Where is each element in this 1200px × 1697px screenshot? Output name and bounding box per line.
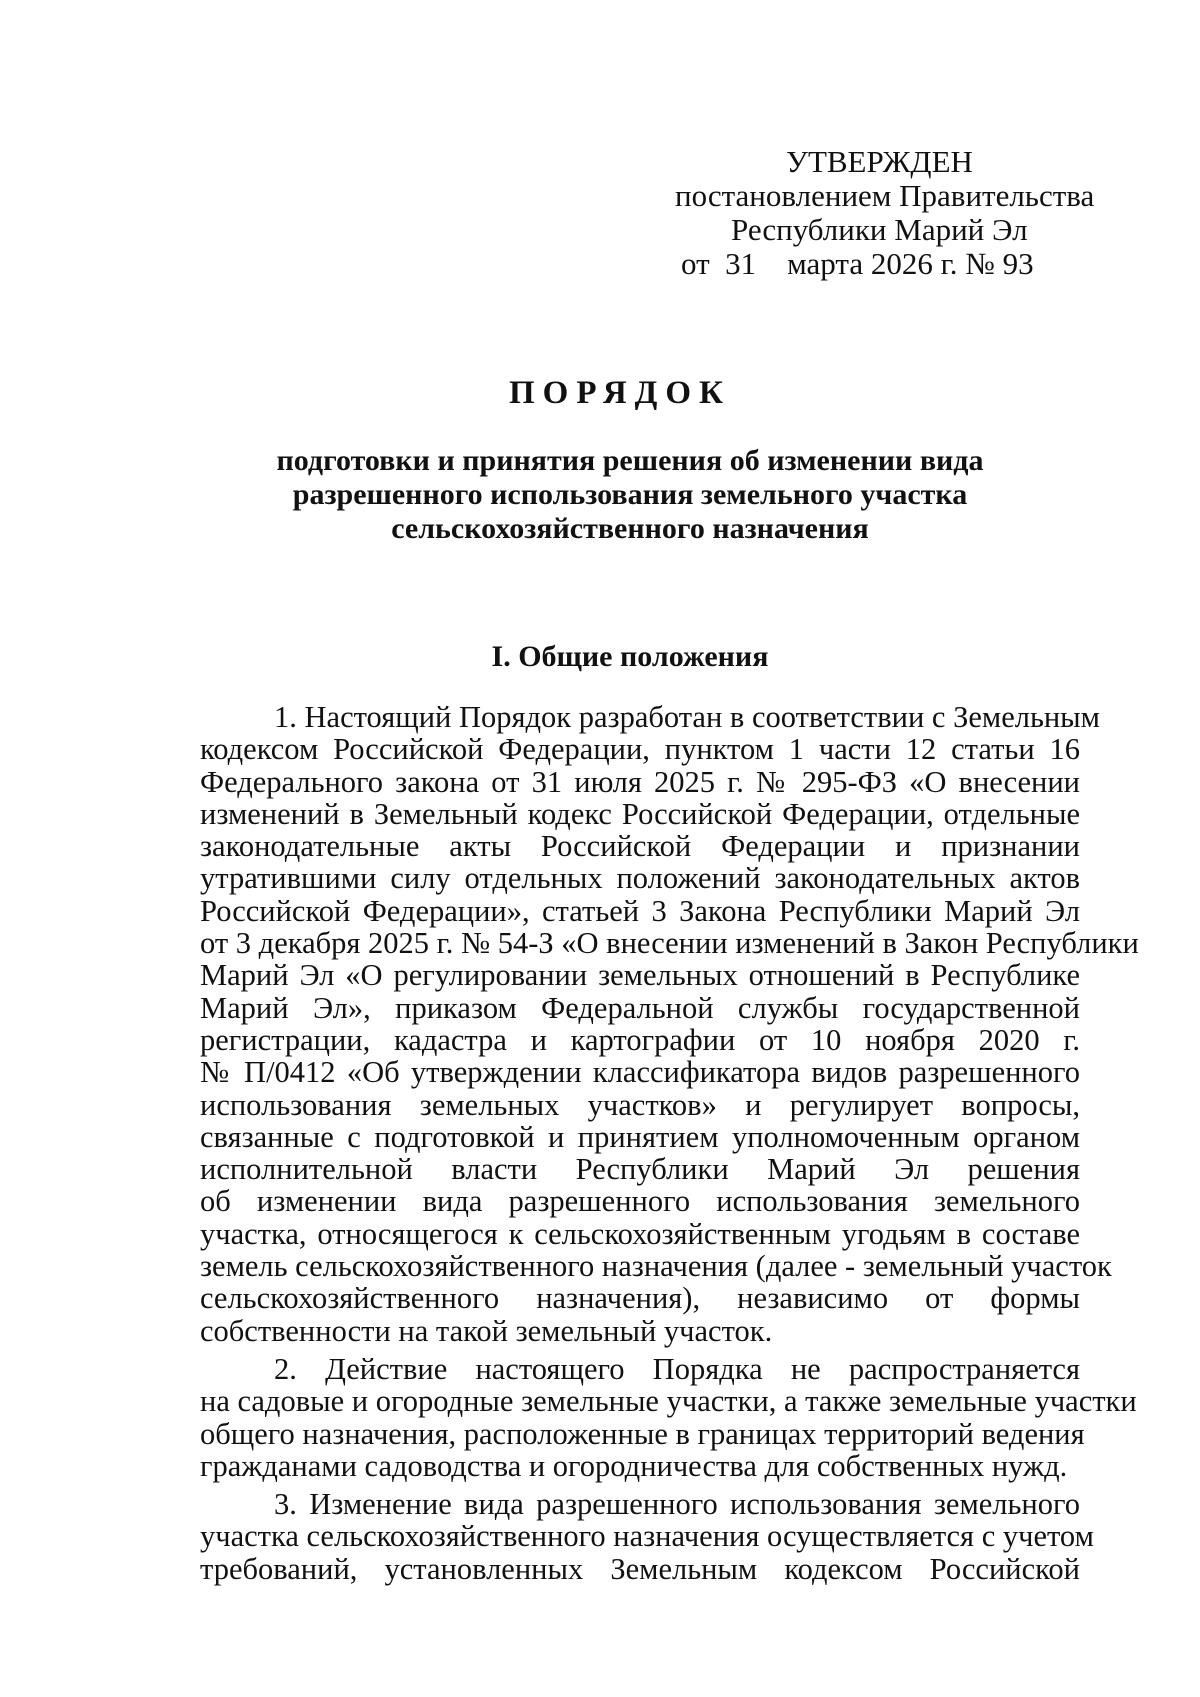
paragraph-line: исполнительной власти Республики Марий Эл решения [200,1152,1080,1187]
paragraph [200,1351,1137,1483]
paragraph-line: Федерального закона от 31 июля 2025 г. № 295-ФЗ «О внесении [200,764,1080,799]
approval-line: постановлением Правительства [675,178,1095,213]
paragraph-line: Марий Эл», приказом Федеральной службы государственной [200,990,1080,1025]
section-heading: I. Общие положения [491,640,769,673]
paragraph [200,700,1139,1348]
paragraph-line: 1. Настоящий Порядок разработан в соответствии с Земельным [274,700,1100,734]
paragraph-line: об изменении вида разрешенного использования земельного [200,1184,1080,1219]
paragraph-line: земель сельскохозяйственного назначения (далее - земельный участок [200,1249,1112,1284]
approval-date-number: от 31 марта 2026 г. № 93 [681,246,1034,281]
paragraph-line: законодательные акты Российской Федерации и признании [200,829,1080,864]
paragraph [200,1487,1094,1586]
paragraph-line: общего назначения, расположенные в границах территорий ведения [200,1416,1085,1451]
paragraph-line: Марий Эл «О регулировании земельных отношений в Республике [200,958,1080,993]
subtitle-line: сельскохозяйственного назначения [391,512,869,545]
approval-heading: УТВЕРЖДЕН [786,144,973,179]
paragraph-line: требований, установленных Земельным кодексом Российской [200,1551,1080,1586]
paragraph-line: 3. Изменение вида разрешенного использования земельного [274,1487,1080,1522]
document-subtitle [200,444,1060,546]
paragraph-line: связанные с подготовкой и принятием уполномоченным органом [200,1119,1080,1154]
paragraph-line: собственности на такой земельный участок. [200,1313,773,1348]
subtitle-line: разрешенного использования земельного участка [292,478,968,511]
document-title: ПОРЯДОК [509,375,731,411]
paragraph-line: на садовые и огородные земельные участки, а также земельные участки [200,1384,1137,1419]
document-body [200,700,1139,1586]
paragraph-line: гражданами садоводства и огородничества для собственных нужд. [200,1448,1068,1483]
paragraph-line: участка сельскохозяйственного назначения осуществляется с учетом [200,1519,1094,1554]
paragraph-line: 2. Действие настоящего Порядка не распространяется [274,1351,1080,1386]
paragraph-line: кодексом Российской Федерации, пунктом 1 части 12 статьи 16 [200,732,1080,767]
approval-stamp [600,145,1100,281]
paragraph-line: регистрации, кадастра и картографии от 10 ноября 2020 г. [200,1022,1080,1057]
paragraph-line: № П/0412 «Об утверждении классификатора видов разрешенного [200,1055,1080,1090]
paragraph-line: участка, относящегося к сельскохозяйственным угодьям в составе [200,1216,1080,1251]
paragraph-line: сельскохозяйственного назначения), независимо от формы [200,1281,1080,1316]
paragraph-line: от 3 декабря 2025 г. № 54-З «О внесении изменений в Закон Республики [200,926,1139,961]
paragraph-line: утратившими силу отдельных положений законодательных актов [200,861,1080,896]
paragraph-line: использования земельных участков» и регулирует вопросы, [200,1087,1080,1122]
paragraph-line: Российской Федерации», статьей 3 Закона Республики Марий Эл [200,893,1080,928]
approval-line: Республики Марий Эл [731,212,1028,247]
subtitle-line: подготовки и принятия решения об изменении вида [276,444,984,477]
paragraph-line: изменений в Земельный кодекс Российской Федерации, отдельные [200,796,1080,831]
